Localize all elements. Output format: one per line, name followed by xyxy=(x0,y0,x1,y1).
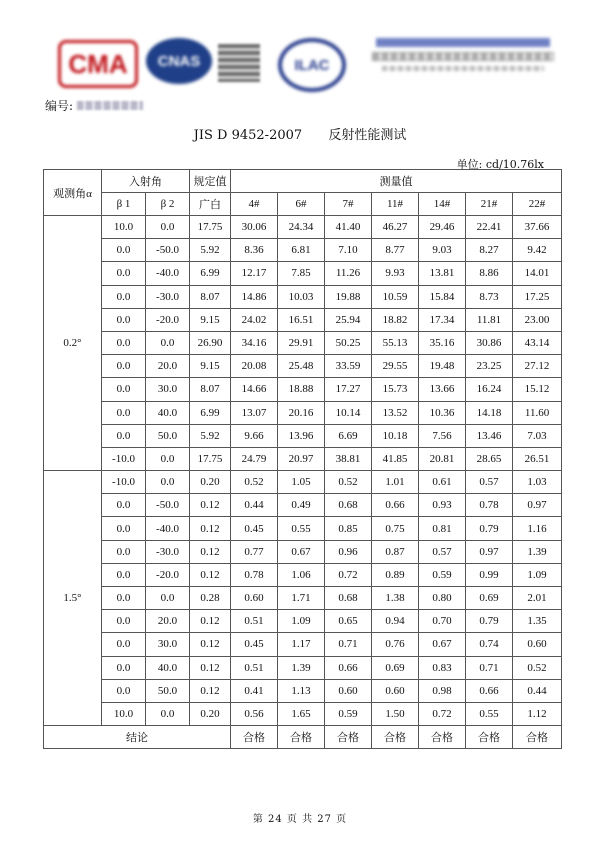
measurement-cell: 23.00 xyxy=(513,308,562,331)
spec-cell: 0.12 xyxy=(190,540,231,563)
measurement-cell: 6.81 xyxy=(278,239,325,262)
table-row xyxy=(44,679,562,702)
spec-cell: 0.12 xyxy=(190,563,231,586)
beta2-header: β 2 xyxy=(146,193,190,216)
angle-cell: 0.0 xyxy=(102,378,146,401)
sample-header: 22# xyxy=(513,193,562,216)
angle-cell: 0.0 xyxy=(102,610,146,633)
angle-cell: 0.0 xyxy=(102,633,146,656)
measurement-cell: 18.88 xyxy=(278,378,325,401)
beta1-header: β 1 xyxy=(102,193,146,216)
angle-cell: 0.0 xyxy=(102,355,146,378)
measurement-cell: 1.06 xyxy=(278,563,325,586)
angle-cell: 0.0 xyxy=(102,239,146,262)
document-number-label: 编号: xyxy=(45,99,74,113)
measurement-cell: 8.73 xyxy=(466,285,513,308)
measurement-cell: 7.03 xyxy=(513,424,562,447)
measurement-cell: 0.77 xyxy=(231,540,278,563)
measurement-cell: 0.69 xyxy=(372,656,419,679)
measurement-cell: 35.16 xyxy=(419,331,466,354)
angle-cell: -20.0 xyxy=(146,563,190,586)
spec-sub-header: 广白 xyxy=(190,193,231,216)
table-row xyxy=(44,540,562,563)
measurement-cell: 9.93 xyxy=(372,262,419,285)
table-row xyxy=(44,401,562,424)
conclusion-cell: 合格 xyxy=(513,726,562,749)
measurement-cell: 0.45 xyxy=(231,517,278,540)
spec-cell: 5.92 xyxy=(190,239,231,262)
table-row xyxy=(44,656,562,679)
measurement-cell: 30.06 xyxy=(231,216,278,239)
conclusion-cell: 合格 xyxy=(278,726,325,749)
measurement-cell: 43.14 xyxy=(513,331,562,354)
table-row xyxy=(44,563,562,586)
table-row xyxy=(44,447,562,470)
angle-cell: 40.0 xyxy=(146,401,190,424)
measurement-cell: 33.59 xyxy=(325,355,372,378)
measurement-cell: 37.66 xyxy=(513,216,562,239)
measurement-cell: 0.44 xyxy=(513,679,562,702)
spec-cell: 0.12 xyxy=(190,679,231,702)
results-body xyxy=(44,216,562,749)
angle-cell: 50.0 xyxy=(146,424,190,447)
measurement-cell: 15.12 xyxy=(513,378,562,401)
angle-cell: 0.0 xyxy=(102,679,146,702)
measurement-cell: 30.86 xyxy=(466,331,513,354)
measurement-cell: 0.41 xyxy=(231,679,278,702)
sample-header: 6# xyxy=(278,193,325,216)
sample-header: 4# xyxy=(231,193,278,216)
angle-cell: 0.0 xyxy=(102,517,146,540)
measurement-cell: 1.65 xyxy=(278,702,325,725)
angle-cell: 0.0 xyxy=(102,401,146,424)
measurement-cell: 0.81 xyxy=(419,517,466,540)
measurement-cell: 13.46 xyxy=(466,424,513,447)
measurement-cell: 23.25 xyxy=(466,355,513,378)
angle-cell: 30.0 xyxy=(146,378,190,401)
measurement-cell: 1.09 xyxy=(278,610,325,633)
results-table xyxy=(43,169,562,749)
measurement-cell: 26.51 xyxy=(513,447,562,470)
measurement-cell: 0.56 xyxy=(231,702,278,725)
measurement-cell: 0.93 xyxy=(419,494,466,517)
measurement-cell: 0.67 xyxy=(419,633,466,656)
measurement-cell: 0.51 xyxy=(231,610,278,633)
document-number-redacted xyxy=(77,101,143,110)
angle-cell: -40.0 xyxy=(146,262,190,285)
spec-cell: 5.92 xyxy=(190,424,231,447)
measurement-cell: 10.36 xyxy=(419,401,466,424)
measurement-cell: 10.18 xyxy=(372,424,419,447)
measurement-cell: 14.01 xyxy=(513,262,562,285)
measurement-cell: 0.85 xyxy=(325,517,372,540)
measurement-cell: 1.50 xyxy=(372,702,419,725)
measurement-cell: 0.75 xyxy=(372,517,419,540)
measurement-cell: 17.34 xyxy=(419,308,466,331)
angle-cell: -10.0 xyxy=(102,447,146,470)
angle-cell: 0.0 xyxy=(102,308,146,331)
measurement-cell: 13.66 xyxy=(419,378,466,401)
measurement-cell: 13.96 xyxy=(278,424,325,447)
angle-cell: 0.0 xyxy=(146,702,190,725)
angle-cell: 20.0 xyxy=(146,355,190,378)
spec-cell: 6.99 xyxy=(190,262,231,285)
measurement-cell: 55.13 xyxy=(372,331,419,354)
measurement-cell: 0.79 xyxy=(466,610,513,633)
measurement-cell: 1.13 xyxy=(278,679,325,702)
angle-cell: 0.0 xyxy=(146,447,190,470)
angle-cell: -10.0 xyxy=(102,471,146,494)
measurement-cell: 19.88 xyxy=(325,285,372,308)
entrance-angle-header: 入射角 xyxy=(102,170,190,193)
measurement-cell: 1.09 xyxy=(513,563,562,586)
table-row xyxy=(44,308,562,331)
spec-cell: 9.15 xyxy=(190,355,231,378)
measurement-cell: 24.34 xyxy=(278,216,325,239)
measurement-cell: 19.48 xyxy=(419,355,466,378)
angle-cell: -20.0 xyxy=(146,308,190,331)
cnas-logo: CNAS xyxy=(146,38,212,84)
measurement-cell: 0.71 xyxy=(325,633,372,656)
conclusion-cell: 合格 xyxy=(372,726,419,749)
measurement-cell: 0.71 xyxy=(466,656,513,679)
angle-cell: 0.0 xyxy=(102,262,146,285)
obs-angle-cell: 1.5° xyxy=(44,471,102,726)
measurement-cell: 0.44 xyxy=(231,494,278,517)
measurement-cell: 13.81 xyxy=(419,262,466,285)
measurement-cell: 0.78 xyxy=(231,563,278,586)
measurement-cell: 20.97 xyxy=(278,447,325,470)
document-number xyxy=(45,97,143,114)
table-row xyxy=(44,239,562,262)
angle-cell: 0.0 xyxy=(102,285,146,308)
measurement-cell: 0.52 xyxy=(325,471,372,494)
angle-cell: 10.0 xyxy=(102,216,146,239)
spec-cell: 8.07 xyxy=(190,285,231,308)
measurement-cell: 11.60 xyxy=(513,401,562,424)
angle-cell: 0.0 xyxy=(102,494,146,517)
measurement-cell: 1.16 xyxy=(513,517,562,540)
spec-cell: 17.75 xyxy=(190,447,231,470)
table-row xyxy=(44,587,562,610)
measurement-cell: 1.38 xyxy=(372,587,419,610)
measurement-cell: 0.66 xyxy=(466,679,513,702)
spec-cell: 0.20 xyxy=(190,702,231,725)
table-row xyxy=(44,262,562,285)
measurement-cell: 0.97 xyxy=(513,494,562,517)
measurement-cell: 0.59 xyxy=(325,702,372,725)
measurement-cell: 1.35 xyxy=(513,610,562,633)
unit-label: 单位: cd/10.76lx xyxy=(456,158,544,171)
table-row xyxy=(44,633,562,656)
angle-cell: 0.0 xyxy=(146,471,190,494)
measurement-cell: 20.81 xyxy=(419,447,466,470)
spec-cell: 0.12 xyxy=(190,517,231,540)
table-row xyxy=(44,702,562,725)
conclusion-cell: 合格 xyxy=(325,726,372,749)
measurement-cell: 8.27 xyxy=(466,239,513,262)
measurement-cell: 10.14 xyxy=(325,401,372,424)
measurement-cell: 0.60 xyxy=(513,633,562,656)
measurement-cell: 0.78 xyxy=(466,494,513,517)
measurement-cell: 0.74 xyxy=(466,633,513,656)
measurement-cell: 0.68 xyxy=(325,494,372,517)
measurement-cell: 1.17 xyxy=(278,633,325,656)
measurement-cell: 0.51 xyxy=(231,656,278,679)
measurement-cell: 25.94 xyxy=(325,308,372,331)
angle-cell: -40.0 xyxy=(146,517,190,540)
angle-cell: 0.0 xyxy=(146,587,190,610)
measurement-cell: 0.66 xyxy=(372,494,419,517)
table-row xyxy=(44,471,562,494)
measurement-cell: 0.59 xyxy=(419,563,466,586)
measurement-cell: 1.03 xyxy=(513,471,562,494)
table-row xyxy=(44,517,562,540)
measurement-cell: 10.03 xyxy=(278,285,325,308)
measurement-cell: 0.69 xyxy=(466,587,513,610)
angle-cell: 40.0 xyxy=(146,656,190,679)
measurement-cell: 0.98 xyxy=(419,679,466,702)
measurement-cell: 13.52 xyxy=(372,401,419,424)
measurement-cell: 0.57 xyxy=(419,540,466,563)
conclusion-row xyxy=(44,726,562,749)
measurement-cell: 20.08 xyxy=(231,355,278,378)
angle-cell: 0.0 xyxy=(102,563,146,586)
angle-cell: 50.0 xyxy=(146,679,190,702)
measurement-cell: 50.25 xyxy=(325,331,372,354)
measurement-cell: 0.57 xyxy=(466,471,513,494)
measurement-cell: 0.60 xyxy=(231,587,278,610)
measurement-cell: 29.46 xyxy=(419,216,466,239)
spec-cell: 0.20 xyxy=(190,471,231,494)
measurement-cell: 0.76 xyxy=(372,633,419,656)
measurement-cell: 0.96 xyxy=(325,540,372,563)
measurement-cell: 0.60 xyxy=(372,679,419,702)
measurement-cell: 0.70 xyxy=(419,610,466,633)
measurement-cell: 9.03 xyxy=(419,239,466,262)
sample-header: 11# xyxy=(372,193,419,216)
measurement-cell: 0.94 xyxy=(372,610,419,633)
measurement-cell: 15.84 xyxy=(419,285,466,308)
measurement-cell: 34.16 xyxy=(231,331,278,354)
measurement-cell: 12.17 xyxy=(231,262,278,285)
measurement-cell: 17.27 xyxy=(325,378,372,401)
conclusion-cell: 合格 xyxy=(419,726,466,749)
measurement-cell: 0.60 xyxy=(325,679,372,702)
conclusion-label: 结论 xyxy=(44,726,231,749)
measurement-cell: 16.24 xyxy=(466,378,513,401)
spec-cell: 0.12 xyxy=(190,656,231,679)
measurement-cell: 1.12 xyxy=(513,702,562,725)
table-row xyxy=(44,216,562,239)
measurement-cell: 9.66 xyxy=(231,424,278,447)
measurement-cell: 0.45 xyxy=(231,633,278,656)
obs-angle-cell: 0.2° xyxy=(44,216,102,471)
measurement-cell: 0.66 xyxy=(325,656,372,679)
angle-cell: 10.0 xyxy=(102,702,146,725)
measurement-cell: 0.97 xyxy=(466,540,513,563)
angle-cell: 0.0 xyxy=(102,331,146,354)
page-title xyxy=(0,124,600,143)
measurement-cell: 22.41 xyxy=(466,216,513,239)
measurement-cell: 0.49 xyxy=(278,494,325,517)
angle-cell: 0.0 xyxy=(102,656,146,679)
measurement-cell: 0.61 xyxy=(419,471,466,494)
obs-angle-header: 观测角α xyxy=(44,170,102,216)
measurement-cell: 41.85 xyxy=(372,447,419,470)
organization-logo xyxy=(368,36,558,86)
spec-cell: 0.12 xyxy=(190,633,231,656)
measurement-cell: 24.02 xyxy=(231,308,278,331)
measurement-cell: 14.66 xyxy=(231,378,278,401)
measurement-cell: 8.77 xyxy=(372,239,419,262)
conclusion-cell: 合格 xyxy=(231,726,278,749)
standard-code: JIS D 9452-2007 xyxy=(193,128,303,143)
measurement-cell: 0.99 xyxy=(466,563,513,586)
measurement-cell: 24.79 xyxy=(231,447,278,470)
spec-cell: 0.28 xyxy=(190,587,231,610)
spec-cell: 9.15 xyxy=(190,308,231,331)
ilac-logo: ILAC xyxy=(278,38,346,92)
measurement-cell: 29.91 xyxy=(278,331,325,354)
measurement-cell: 46.27 xyxy=(372,216,419,239)
angle-cell: -50.0 xyxy=(146,239,190,262)
measurement-cell: 6.69 xyxy=(325,424,372,447)
measurement-cell: 14.18 xyxy=(466,401,513,424)
measurement-cell: 0.80 xyxy=(419,587,466,610)
angle-cell: -50.0 xyxy=(146,494,190,517)
measurement-cell: 0.55 xyxy=(466,702,513,725)
measurement-cell: 29.55 xyxy=(372,355,419,378)
measurement-cell: 0.79 xyxy=(466,517,513,540)
measurement-cell: 27.12 xyxy=(513,355,562,378)
measurement-cell: 9.42 xyxy=(513,239,562,262)
angle-cell: -30.0 xyxy=(146,285,190,308)
angle-cell: 20.0 xyxy=(146,610,190,633)
conclusion-cell: 合格 xyxy=(466,726,513,749)
measurement-cell: 7.56 xyxy=(419,424,466,447)
measurement-cell: 2.01 xyxy=(513,587,562,610)
measurement-cell: 0.65 xyxy=(325,610,372,633)
measurement-cell: 13.07 xyxy=(231,401,278,424)
spec-cell: 17.75 xyxy=(190,216,231,239)
measurement-cell: 0.55 xyxy=(278,517,325,540)
sample-header: 21# xyxy=(466,193,513,216)
measurement-cell: 0.52 xyxy=(513,656,562,679)
measurement-cell: 0.72 xyxy=(325,563,372,586)
angle-cell: 0.0 xyxy=(102,587,146,610)
angle-cell: -30.0 xyxy=(146,540,190,563)
measurement-cell: 11.26 xyxy=(325,262,372,285)
measurement-cell: 0.52 xyxy=(231,471,278,494)
test-name: 反射性能测试 xyxy=(328,128,407,143)
spec-cell: 6.99 xyxy=(190,401,231,424)
measurement-cell: 15.73 xyxy=(372,378,419,401)
measurement-cell: 20.16 xyxy=(278,401,325,424)
table-row xyxy=(44,610,562,633)
angle-cell: 0.0 xyxy=(102,424,146,447)
page-footer: 第 24 页 共 27 页 xyxy=(252,814,348,825)
spec-cell: 26.90 xyxy=(190,331,231,354)
spec-cell: 0.12 xyxy=(190,610,231,633)
measurement-cell: 28.65 xyxy=(466,447,513,470)
angle-cell: 0.0 xyxy=(146,216,190,239)
measurement-cell: 8.86 xyxy=(466,262,513,285)
table-row xyxy=(44,378,562,401)
measurement-cell: 0.67 xyxy=(278,540,325,563)
measurement-cell: 0.68 xyxy=(325,587,372,610)
table-row xyxy=(44,285,562,308)
header-logos xyxy=(58,30,558,100)
spec-cell: 8.07 xyxy=(190,378,231,401)
angle-cell: 0.0 xyxy=(102,540,146,563)
measurement-cell: 11.81 xyxy=(466,308,513,331)
measurement-cell: 7.10 xyxy=(325,239,372,262)
measurement-cell: 8.36 xyxy=(231,239,278,262)
table-row xyxy=(44,424,562,447)
measurement-cell: 1.05 xyxy=(278,471,325,494)
measurement-cell: 41.40 xyxy=(325,216,372,239)
measurement-cell: 17.25 xyxy=(513,285,562,308)
measurement-cell: 1.39 xyxy=(278,656,325,679)
table-row xyxy=(44,331,562,354)
measurement-cell: 1.71 xyxy=(278,587,325,610)
measurement-cell: 25.48 xyxy=(278,355,325,378)
measurement-cell: 16.51 xyxy=(278,308,325,331)
measured-header: 测量值 xyxy=(231,170,562,193)
table-row xyxy=(44,355,562,378)
measurement-cell: 1.01 xyxy=(372,471,419,494)
spec-cell: 0.12 xyxy=(190,494,231,517)
table-row xyxy=(44,494,562,517)
sample-header: 7# xyxy=(325,193,372,216)
measurement-cell: 0.87 xyxy=(372,540,419,563)
sample-header: 14# xyxy=(419,193,466,216)
measurement-cell: 38.81 xyxy=(325,447,372,470)
measurement-cell: 18.82 xyxy=(372,308,419,331)
cma-logo: CMA xyxy=(58,40,138,88)
accreditation-mark xyxy=(218,44,260,82)
angle-cell: 30.0 xyxy=(146,633,190,656)
measurement-cell: 0.72 xyxy=(419,702,466,725)
measurement-cell: 0.89 xyxy=(372,563,419,586)
measurement-cell: 14.86 xyxy=(231,285,278,308)
measurement-cell: 10.59 xyxy=(372,285,419,308)
spec-value-header: 规定值 xyxy=(190,170,231,193)
measurement-cell: 0.83 xyxy=(419,656,466,679)
angle-cell: 0.0 xyxy=(146,331,190,354)
measurement-cell: 1.39 xyxy=(513,540,562,563)
measurement-cell: 7.85 xyxy=(278,262,325,285)
